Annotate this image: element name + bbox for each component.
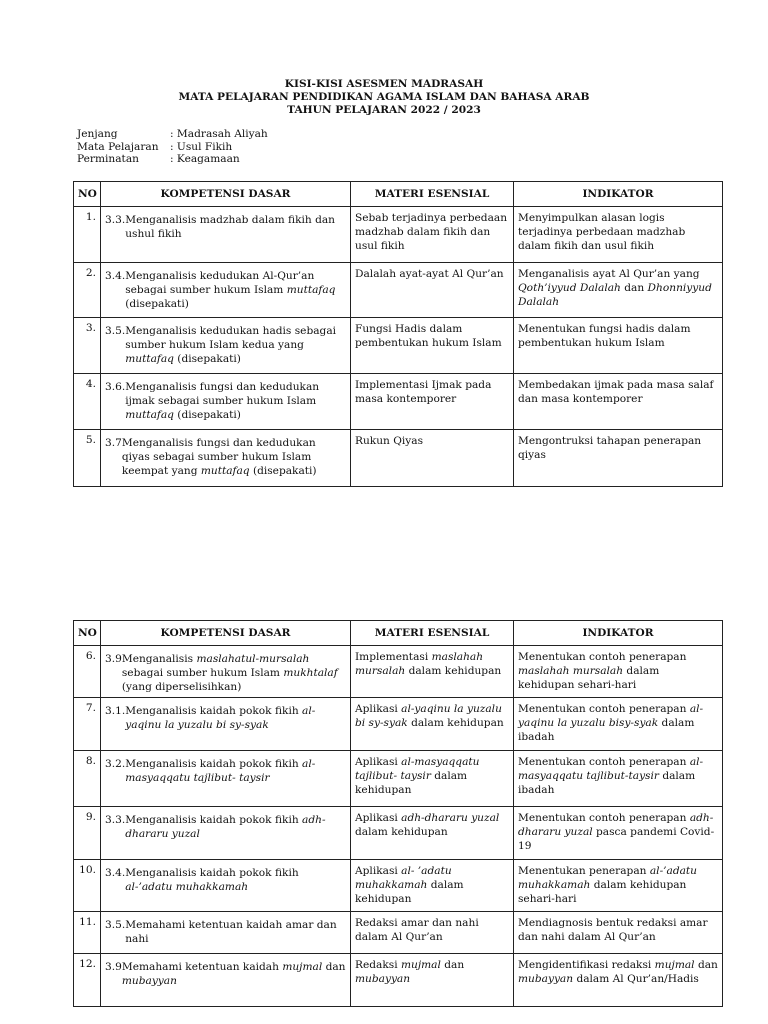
row-number: 2. [74, 263, 101, 318]
italic-term: mubayyan [121, 975, 177, 987]
kd-code: 3.5. [105, 325, 126, 337]
materi-esensial-cell [351, 807, 514, 860]
row-number: 6. [74, 646, 101, 698]
materi-esensial-cell [351, 374, 514, 430]
meta-label: Jenjang [77, 128, 118, 140]
kd-description [125, 324, 346, 366]
text-run: Aplikasi [355, 756, 402, 768]
text-run: Menentukan contoh penerapan [518, 703, 690, 715]
meta-row-perminatan [77, 153, 268, 166]
table-row [74, 430, 723, 487]
materi-esensial-cell [351, 430, 514, 487]
text-run: dalam kehidupan [355, 826, 448, 838]
italic-term: muttafaq [125, 353, 174, 365]
materi-esensial-cell [351, 698, 514, 751]
text-run: (disepakati) [173, 353, 241, 365]
kd-description [125, 866, 346, 894]
table-row [74, 374, 723, 430]
text-run: Memahami ketentuan kaidah [121, 961, 283, 973]
italic-term: al-yaqinu la yuzalu bi sy-syak [125, 705, 316, 731]
text-run: dalam ibadah [518, 717, 695, 743]
document-meta [77, 128, 268, 166]
kompetensi-dasar-cell [101, 374, 351, 430]
column-header-kompetensi-dasar: KOMPETENSI DASAR [101, 621, 351, 646]
materi-esensial-cell [351, 207, 514, 263]
kd-code: 3.3. [105, 814, 126, 826]
text-run: Redaksi [355, 959, 401, 971]
indikator-cell [514, 263, 723, 318]
text-run: Menentukan fungsi hadis dalam pembentukan hukum Islam [518, 323, 691, 349]
text-run: dan [322, 961, 346, 973]
materi-esensial-cell [351, 860, 514, 912]
row-number: 1. [74, 207, 101, 263]
table-row [74, 207, 723, 263]
kd-code: 3.4. [105, 867, 126, 879]
table-row [74, 751, 723, 807]
kd-code: 3.7 [105, 437, 122, 449]
materi-esensial-cell [351, 954, 514, 1007]
text-run: Menganalisis fungsi dan kedudukan ijmak sebagai sumber hukum Islam [125, 381, 320, 407]
text-run: Menganalisis kaidah pokok fikih [125, 705, 303, 717]
column-header-indikator: INDIKATOR [514, 621, 723, 646]
text-run: Aplikasi [355, 703, 402, 715]
kd-description [122, 652, 346, 694]
column-header-no: NO [74, 621, 101, 646]
italic-term: mujmal [400, 959, 441, 971]
text-run: dalam Al Qur’an/Hadis [573, 973, 699, 985]
italic-term: muttafaq [125, 409, 174, 421]
kd-description [122, 436, 346, 478]
column-header-materi-esensial: MATERI ESENSIAL [351, 621, 514, 646]
column-header-indikator: INDIKATOR [514, 182, 723, 207]
text-run: Menganalisis kaidah pokok fikih [125, 814, 303, 826]
table-row [74, 646, 723, 698]
italic-term: al-masyaqqatu tajlibut- taysir [355, 756, 480, 782]
text-run: Implementasi Ijmak pada masa kontemporer [355, 379, 492, 405]
text-run: Menganalisis [121, 653, 197, 665]
text-run: Memahami ketentuan kaidah amar dan nahi [125, 919, 337, 945]
text-run: Redaksi amar dan nahi dalam Al Qur’an [355, 917, 479, 943]
italic-term: adh-dhararu yuzal [125, 814, 326, 840]
indikator-cell [514, 954, 723, 1007]
table-row [74, 860, 723, 912]
text-run: Menganalisis kaidah pokok fikih [125, 867, 299, 879]
kompetensi-dasar-cell [101, 698, 351, 751]
meta-value: : Usul Fikih [170, 140, 233, 153]
kd-code: 3.4. [105, 270, 126, 282]
text-run: Mengidentifikasi redaksi [518, 959, 655, 971]
text-run: Implementasi [355, 651, 432, 663]
table-row [74, 698, 723, 751]
meta-row-jenjang [77, 128, 268, 141]
text-run: Mendiagnosis bentuk redaksi amar dan nahi dalam Al Qur’an [518, 917, 708, 943]
text-run: Dalalah ayat-ayat Al Qur’an [355, 268, 504, 280]
materi-esensial-cell [351, 318, 514, 374]
italic-term: maslahatul-mursalah [196, 653, 310, 665]
text-run: Menganalisis madzhab dalam fikih dan ushul fikih [125, 214, 336, 240]
text-run: Menentukan contoh penerapan [518, 756, 690, 768]
text-run: dalam ibadah [518, 770, 696, 796]
row-number: 4. [74, 374, 101, 430]
kd-description [125, 380, 346, 422]
italic-term: mubayyan [518, 973, 574, 985]
text-run: (disepakati) [249, 465, 317, 477]
kompetensi-dasar-cell [101, 954, 351, 1007]
table-row [74, 912, 723, 954]
italic-term: al-masyaqqatu tajlibut-taysir [518, 756, 704, 782]
italic-term: maslahah mursalah [355, 651, 484, 677]
indikator-cell [514, 374, 723, 430]
indikator-cell [514, 751, 723, 807]
text-run: Menganalisis kaidah pokok fikih [125, 758, 303, 770]
text-run: dan [440, 959, 465, 971]
text-run: Menyimpulkan alasan logis terjadinya perbedaan madzhab dalam fikih dan usul fikih [518, 212, 686, 252]
italic-term: al-’adatu muhakkamah [518, 865, 698, 891]
text-run: Menganalisis ayat Al Qur’an yang [518, 268, 700, 280]
row-number: 10. [74, 860, 101, 912]
kd-description [125, 704, 346, 732]
text-run: Rukun Qiyas [355, 435, 424, 447]
meta-label: Mata Pelajaran [77, 140, 159, 153]
row-number: 8. [74, 751, 101, 807]
meta-value: : Madrasah Aliyah [170, 128, 268, 140]
column-header-materi-esensial: MATERI ESENSIAL [351, 182, 514, 207]
kompetensi-dasar-cell [101, 430, 351, 487]
text-run: (disepakati) [125, 298, 189, 310]
kompetensi-dasar-cell [101, 207, 351, 263]
meta-value: : Keagamaan [170, 153, 240, 165]
column-header-no: NO [74, 182, 101, 207]
kd-description [125, 918, 346, 946]
italic-term: mujmal [282, 961, 323, 973]
indikator-cell [514, 646, 723, 698]
text-run: Menganalisis fungsi dan kedudukan qiyas sebagai sumber hukum Islam keempat yang [121, 437, 316, 477]
italic-term: Qoth’iyyud Dalalah [518, 282, 621, 294]
italic-term: adh-dhararu yuzal [518, 812, 714, 838]
text-run: dalam kehidupan sehari-hari [518, 665, 660, 691]
indikator-cell [514, 860, 723, 912]
document-subtitle: MATA PELAJARAN PENDIDIKAN AGAMA ISLAM DAN BAHASA ARAB [178, 91, 590, 103]
kompetensi-dasar-cell [101, 860, 351, 912]
competency-table-2 [73, 620, 723, 1007]
kd-description [125, 757, 346, 785]
kd-code: 3.6. [105, 381, 126, 393]
text-run: Aplikasi [355, 865, 402, 877]
kompetensi-dasar-cell [101, 646, 351, 698]
materi-esensial-cell [351, 912, 514, 954]
text-run: dalam kehidupan [355, 879, 464, 905]
kd-description [125, 213, 346, 241]
row-number: 7. [74, 698, 101, 751]
kompetensi-dasar-cell [101, 807, 351, 860]
kompetensi-dasar-cell [101, 912, 351, 954]
column-header-kompetensi-dasar: KOMPETENSI DASAR [101, 182, 351, 207]
kd-description [125, 269, 346, 311]
italic-term: al-yaqinu la yuzalu bi sy-syak [355, 703, 502, 729]
text-run: pasca pandemi Covid-19 [518, 826, 715, 852]
italic-term: mujmal [654, 959, 695, 971]
italic-term: al-masyaqqatu tajlibut- taysir [125, 758, 316, 784]
italic-term: adh-dhararu yuzal [401, 812, 500, 824]
text-run: Mengontruksi tahapan penerapan qiyas [518, 435, 702, 461]
kd-code: 3.5. [105, 919, 126, 931]
italic-term: muttafaq [286, 284, 336, 296]
text-run: Sebab terjadinya perbedaan madzhab dalam fikih dan usul fikih [355, 212, 508, 252]
text-run: dan [694, 959, 718, 971]
kd-code: 3.2. [105, 758, 126, 770]
italic-term: maslahah mursalah [518, 665, 624, 677]
materi-esensial-cell [351, 646, 514, 698]
row-number: 11. [74, 912, 101, 954]
italic-term: al- ’adatu muhakkamah [355, 865, 452, 891]
meta-label: Perminatan [77, 153, 139, 165]
text-run: Fungsi Hadis dalam pembentukan hukum Islam [355, 323, 502, 349]
kd-code: 3.9 [105, 653, 122, 665]
text-run: dalam kehidupan [355, 770, 468, 796]
text-run: sebagai sumber hukum Islam [121, 667, 284, 679]
text-run: Menentukan contoh penerapan [518, 651, 687, 663]
indikator-cell [514, 430, 723, 487]
table-row [74, 263, 723, 318]
table-row [74, 954, 723, 1007]
meta-row-mata-pelajaran [77, 141, 268, 154]
italic-term: al-’adatu muhakkamah [125, 881, 249, 893]
text-run: dalam kehidupan [405, 665, 502, 677]
row-number: 5. [74, 430, 101, 487]
competency-table-1 [73, 181, 723, 487]
italic-term: muttafaq [200, 465, 250, 477]
kd-description [125, 813, 346, 841]
indikator-cell [514, 318, 723, 374]
table-row [74, 318, 723, 374]
row-number: 3. [74, 318, 101, 374]
table-row [74, 807, 723, 860]
text-run: dan [620, 282, 648, 294]
text-run: (disepakati) [173, 409, 241, 421]
row-number: 12. [74, 954, 101, 1007]
italic-term: Dhonniyyud Dalalah [518, 282, 712, 308]
text-run: Aplikasi [355, 812, 402, 824]
text-run: Menganalisis kedudukan Al-Qur’an sebagai sumber hukum Islam [125, 270, 315, 296]
kd-code: 3.3. [105, 214, 126, 226]
text-run: Menentukan contoh penerapan [518, 812, 690, 824]
indikator-cell [514, 698, 723, 751]
italic-term: mukhtalaf [283, 667, 338, 679]
text-run: Menentukan penerapan [518, 865, 650, 877]
materi-esensial-cell [351, 751, 514, 807]
kompetensi-dasar-cell [101, 751, 351, 807]
kompetensi-dasar-cell [101, 318, 351, 374]
kd-code: 3.1. [105, 705, 126, 717]
kd-code: 3.9 [105, 961, 122, 973]
text-run: dalam kehidupan [407, 717, 504, 729]
materi-esensial-cell [351, 263, 514, 318]
text-run: Membedakan ijmak pada masa salaf dan masa kontemporer [518, 379, 714, 405]
kd-description [122, 960, 346, 988]
indikator-cell [514, 207, 723, 263]
indikator-cell [514, 807, 723, 860]
row-number: 9. [74, 807, 101, 860]
italic-term: al-yaqinu la yuzalu bisy-syak [518, 703, 704, 729]
kompetensi-dasar-cell [101, 263, 351, 318]
document-title: KISI-KISI ASESMEN MADRASAH [284, 78, 484, 90]
text-run: Menganalisis kedudukan hadis sebagai sumber hukum Islam kedua yang [125, 325, 337, 351]
italic-term: mubayyan [355, 973, 411, 985]
text-run: (yang diperselisihkan) [121, 681, 242, 693]
indikator-cell [514, 912, 723, 954]
academic-year: TAHUN PELAJARAN 2022 / 2023 [287, 104, 481, 116]
text-run: dalam kehidupan sehari-hari [518, 879, 687, 905]
